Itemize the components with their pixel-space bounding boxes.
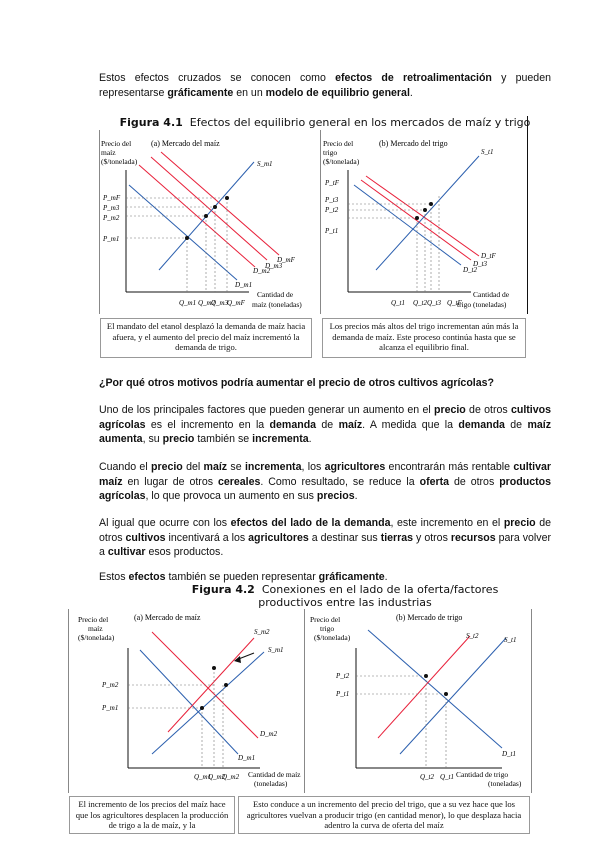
figure-2-caption-a: El incremento de los precios del maíz hace que los agricultores desplacen la producción de trigo a la de maíz, y la [69,796,235,834]
qty-label: Q_m2 [222,773,240,781]
figure-2-panel-a [70,608,306,796]
price-label: P_t2 [325,206,339,214]
figure-1-panel-a [99,130,321,316]
curve-label: D_m1 [235,281,253,289]
demand-curve-m3 [151,157,267,260]
equilibrium-point [185,236,189,240]
price-label: P_t1 [336,690,350,698]
ylabel-line2: maíz [101,148,116,157]
panel-b-title: (b) Mercado de trigo [396,613,463,622]
qty-label: Q_t1 [440,773,454,781]
equilibrium-point [204,214,208,218]
price-label: P_tF [325,179,339,187]
arrow-head-icon [234,656,241,663]
qty-label: Q_tF [447,299,462,307]
price-label: P_mF [103,194,121,202]
guide-lines [126,198,227,292]
xlabel-line1: Cantidad de [473,290,510,299]
curve-label: D_t1 [502,750,516,758]
panel-b-title: (b) Mercado del trigo [379,139,448,148]
price-label: P_m2 [103,214,120,222]
demand-curve-tF [366,176,479,256]
guide-lines [356,676,446,768]
ylabel-line1: Precio del [323,139,354,148]
demand-curve-t2 [354,185,461,265]
equilibrium-point [424,674,428,678]
xlabel-line2: trigo (toneladas) [457,300,507,309]
price-label: P_t3 [325,196,339,204]
curve-label: S_t1 [504,636,517,644]
ylabel-line1: Precio del [101,139,132,148]
equilibrium-point [423,208,427,212]
ylabel-line1: Precio del [78,615,109,624]
panel-a-title: (a) Mercado del maíz [151,139,220,148]
qty-label: Q_t3 [427,299,441,307]
xlabel-line1: Cantidad de maíz [248,770,301,779]
paragraph-1: Uno de los principales factores que pueden generar un aumento en el precio de otros cultivos agrícolas es el incremento en la demanda de maíz. A medida que la demanda de maíz aumenta, su precio también se incrementa. [99,404,551,446]
curve-label: D_t3 [473,260,487,268]
xlabel-line1: Cantidad de [257,290,294,299]
figure-1-title: Figura 4.1 Efectos del equilibrio general en los mercados de maíz y trigo [119,116,531,129]
ylabel-line3: ($/tonelada) [78,633,115,642]
demand-curve-t3 [361,180,471,260]
price-label: P_m3 [103,204,120,212]
qty-label: Q_m2 [208,773,226,781]
qty-label: Q_m1 [179,299,197,307]
curve-label: S_t2 [466,632,479,640]
qty-label: Q_mF [227,299,245,307]
equilibrium-point [212,666,216,670]
price-label: P_m1 [102,704,119,712]
xlabel-line2: (toneladas) [254,779,288,788]
equilibrium-point [429,202,433,206]
qty-label: Q_t2 [413,299,427,307]
curve-label: S_m1 [268,646,284,654]
curve-label: S_m1 [257,160,273,168]
equilibrium-point [225,196,229,200]
curve-label: D_m1 [238,754,256,762]
guide-lines [128,668,223,768]
panel-a-title: (a) Mercado de maíz [134,613,201,622]
qty-label: Q_m1 [194,773,212,781]
curve-label: S_m2 [254,628,270,636]
ylabel-line1: Precio del [310,615,341,624]
xlabel-line2: maíz (toneladas) [252,300,302,309]
ylabel-line3: ($/tonelada) [323,157,360,166]
price-label: P_m2 [102,681,119,689]
qty-label: Q_t1 [391,299,405,307]
curve-label: D_m2 [253,267,271,275]
curve-label: D_t2 [463,266,477,274]
equilibrium-point [213,205,217,209]
xlabel-line2: (toneladas) [488,779,522,788]
curve-label: D_m3 [265,262,283,270]
ylabel-line3: ($/tonelada) [314,633,351,642]
price-label: P_m1 [103,235,120,243]
supply-curve-m1 [152,652,264,754]
qty-label: Q_m3 [211,299,229,307]
intro-paragraph: Estos efectos cruzados se conocen como efectos de retroalimentación y pueden representarse gráficamente en un modelo de equilibrio general. [99,72,551,99]
figure-1-caption-a: El mandato del etanol desplazó la demanda de maíz hacia afuera, y el aumento del precio del maíz incrementó la demanda de trigo. [100,318,312,358]
figure-2-panel-b [306,608,532,796]
paragraph-2: Cuando el precio del maíz se incrementa, los agricultores encontrarán más rentable cultivar maíz en lugar de otros cereales. Como resultado, se reduce la oferta de otros productos agrícolas, lo que provoca un aumento en sus precios. [99,461,552,503]
section-question: ¿Por qué otros motivos podría aumentar el precio de otros cultivos agrícolas? [99,377,494,389]
equilibrium-point [200,706,204,710]
qty-label: Q_t2 [420,773,434,781]
demand-curve-t1 [368,630,502,748]
ylabel-line2: trigo [320,624,335,633]
xlabel-line1: Cantidad de trigo [456,770,509,779]
ylabel-line2: maíz [88,624,103,633]
ylabel-line2: trigo [323,148,338,157]
curve-label: D_tF [481,252,496,260]
equilibrium-point [224,683,228,687]
price-label: P_t2 [336,672,350,680]
qty-label: Q_m2 [198,299,216,307]
curve-label: D_mF [277,256,295,264]
paragraph-4: Estos efectos también se pueden representar gráficamente. [99,571,388,583]
curve-label: D_m2 [260,730,278,738]
figure-1-caption-b: Los precios más altos del trigo incrementan aún más la demanda de maíz. Este proceso continúa hasta que se alcanza el equilibrio final. [322,318,526,358]
curve-label: S_t1 [481,148,494,156]
figure-1-panel-b [321,130,531,316]
equilibrium-point [444,692,448,696]
ylabel-line3: ($/tonelada) [101,157,138,166]
equilibrium-point [415,216,419,220]
paragraph-3: Al igual que ocurre con los efectos del lado de la demanda, este incremento en el precio de otros cultivos incentivará a los agricultores a destinar sus tierras y otros recursos para volver a cultivar esos productos. [99,517,552,559]
figure-2-title: Figura 4.2 Conexiones en el lado de la oferta/factores productivos entre las industrias [191,583,499,609]
price-label: P_t1 [325,227,339,235]
figure-2-caption-b: Esto conduce a un incremento del precio del trigo, que a su vez hace que los agricultores vuelvan a producir trigo (en cantidad menor), lo que desplaza hacia adentro la curva de oferta del maíz [238,796,530,834]
figure-2-border-left [68,609,69,793]
